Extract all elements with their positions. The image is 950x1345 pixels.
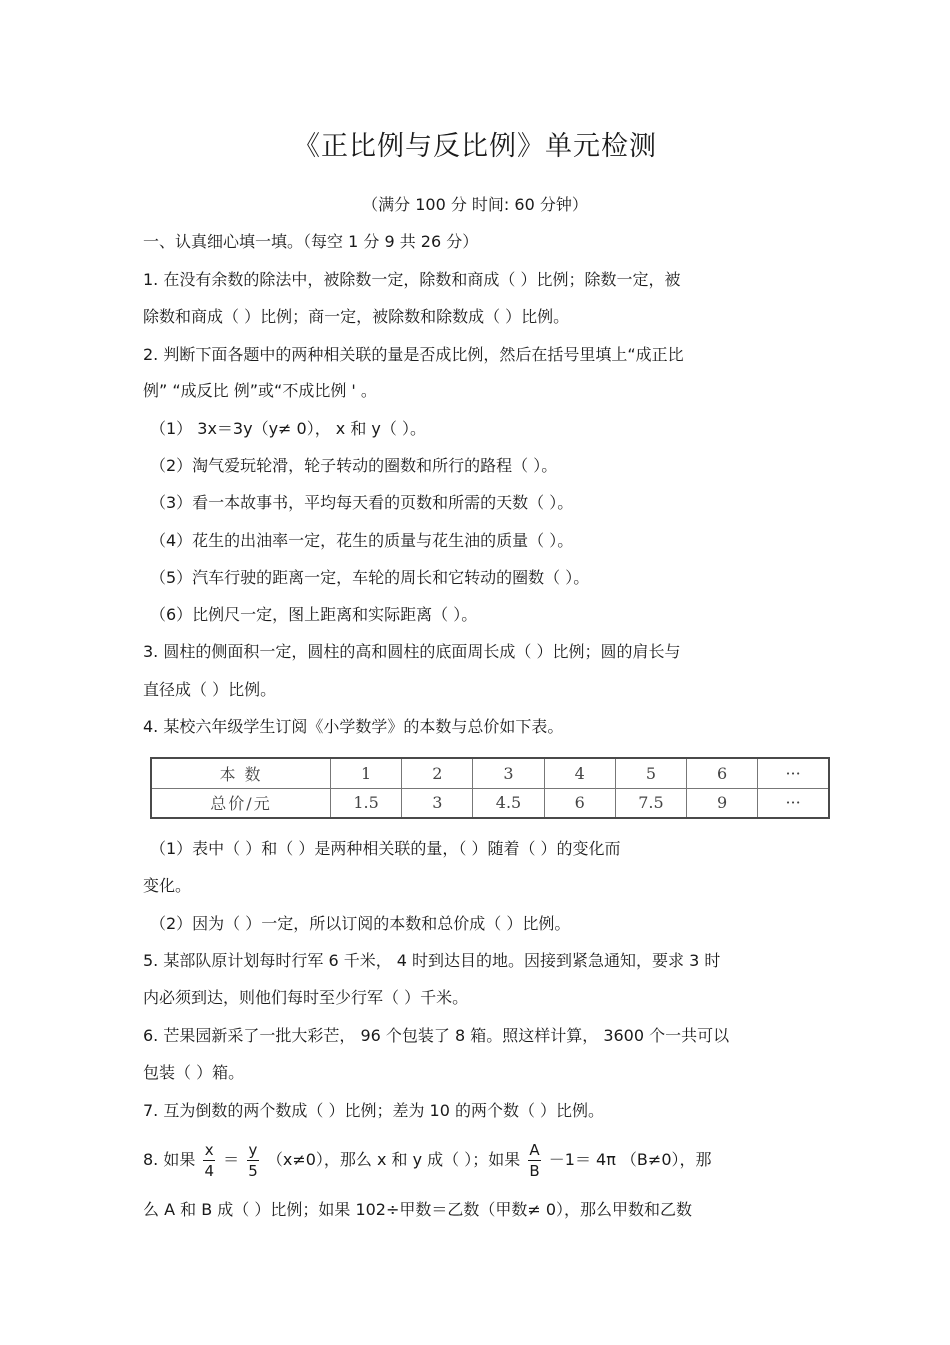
question-4-item-1-cont: 变化。 — [143, 876, 192, 895]
table-cell: 1.5 — [331, 788, 402, 818]
table-cell: 6 — [544, 788, 615, 818]
question-8-prefix: 8. 如果 — [143, 1150, 196, 1169]
fraction-y-over-5: $\frac{y}{5}$ — [248, 1141, 258, 1180]
table-row — [151, 758, 829, 788]
table-cell: 7.5 — [615, 788, 686, 818]
section-heading: 一、认真细心填一填。（每空 1 分 9 共 26 分） — [143, 232, 479, 251]
question-4-item-2: （2）因为（ ）一定，所以订阅的本数和总价成（ ）比例。 — [150, 914, 571, 933]
table-cell: 5 — [615, 758, 686, 788]
question-2-item-5: （5）汽车行驶的距离一定，车轮的周长和它转动的圈数（ ）。 — [150, 568, 590, 587]
question-3-line-1: 3. 圆柱的侧面积一定，圆柱的高和圆柱的底面周长成（ ）比例；圆的肩长与 — [143, 642, 681, 661]
table-cell: ··· — [758, 788, 829, 818]
table-cell: ··· — [758, 758, 829, 788]
fraction-x-over-4: $\frac{x}{4}$ — [204, 1141, 214, 1180]
exam-title: 《正比例与反比例》单元检测 — [293, 131, 657, 162]
table-row — [151, 788, 829, 818]
question-5-line-2: 内必须到达，则他们每时至少行军（ ）千米。 — [143, 988, 469, 1007]
table-cell: 6 — [687, 758, 758, 788]
equals-sign: ＝ — [223, 1150, 240, 1169]
table-header-cell: 总价/元 — [151, 788, 331, 818]
question-2-line-1: 2. 判断下面各题中的两种相关联的量是否成比例，然后在括号里填上“成正比 — [143, 345, 684, 364]
question-6-line-1: 6. 芒果园新采了一批大彩芒， 96 个包装了 8 箱。照这样计算， 3600 个一共可以 — [143, 1026, 730, 1045]
question-8-line-2: 么 A 和 B 成（ ）比例；如果 102÷甲数＝乙数（甲数≠ 0），那么甲数和乙数 — [143, 1200, 693, 1219]
table-cell: 4 — [544, 758, 615, 788]
question-2-item-1: （1） 3x＝3y（y≠ 0）， x 和 y（ ）。 — [150, 419, 426, 438]
question-8-tail: －1＝ 4π （B≠0），那 — [548, 1150, 712, 1169]
fraction-a-over-b: $\frac{A}{B}$ — [529, 1141, 540, 1180]
table-header-cell: 本 数 — [151, 758, 331, 788]
table-cell: 9 — [687, 788, 758, 818]
table-cell: 3 — [402, 788, 473, 818]
question-4-item-1: （1）表中（ ）和（ ）是两种相关联的量，（ ）随着（ ）的变化而 — [150, 839, 621, 858]
question-2-line-2: 例” “成反比 例”或“不成比例 ' 。 — [143, 381, 377, 400]
table-cell: 3 — [473, 758, 544, 788]
question-1-line-2: 除数和商成（ ）比例；商一定，被除数和除数成（ ）比例。 — [143, 307, 570, 326]
price-table — [150, 757, 830, 819]
question-7-line: 7. 互为倒数的两个数成（ ）比例；差为 10 的两个数（ ）比例。 — [143, 1101, 605, 1120]
table-cell: 1 — [331, 758, 402, 788]
table-cell: 2 — [402, 758, 473, 788]
question-1-line-1: 1. 在没有余数的除法中，被除数一定，除数和商成（ ）比例；除数一定，被 — [143, 270, 681, 289]
question-4-line: 4. 某校六年级学生订阅《小学数学》的本数与总价如下表。 — [143, 717, 564, 736]
question-8-line-1 — [143, 1139, 712, 1181]
question-6-line-2: 包装（ ）箱。 — [143, 1063, 245, 1082]
table-cell: 4.5 — [473, 788, 544, 818]
question-2-item-3: （3）看一本故事书，平均每天看的页数和所需的天数（ ）。 — [150, 493, 574, 512]
exam-subtitle: （满分 100 分 时间: 60 分钟） — [362, 195, 588, 214]
question-2-item-2: （2）淘气爱玩轮滑，轮子转动的圈数和所行的路程（ ）。 — [150, 456, 558, 475]
question-2-item-4: （4）花生的出油率一定，花生的质量与花生油的质量（ ）。 — [150, 531, 574, 550]
question-5-line-1: 5. 某部队原计划每时行军 6 千米， 4 时到达目的地。因接到紧急通知，要求 3 时 — [143, 951, 721, 970]
question-3-line-2: 直径成（ ）比例。 — [143, 680, 277, 699]
question-2-item-6: （6）比例尺一定，图上距离和实际距离（ ）。 — [150, 605, 478, 624]
question-8-mid: （x≠0），那么 x 和 y 成（ ）；如果 — [266, 1150, 521, 1169]
